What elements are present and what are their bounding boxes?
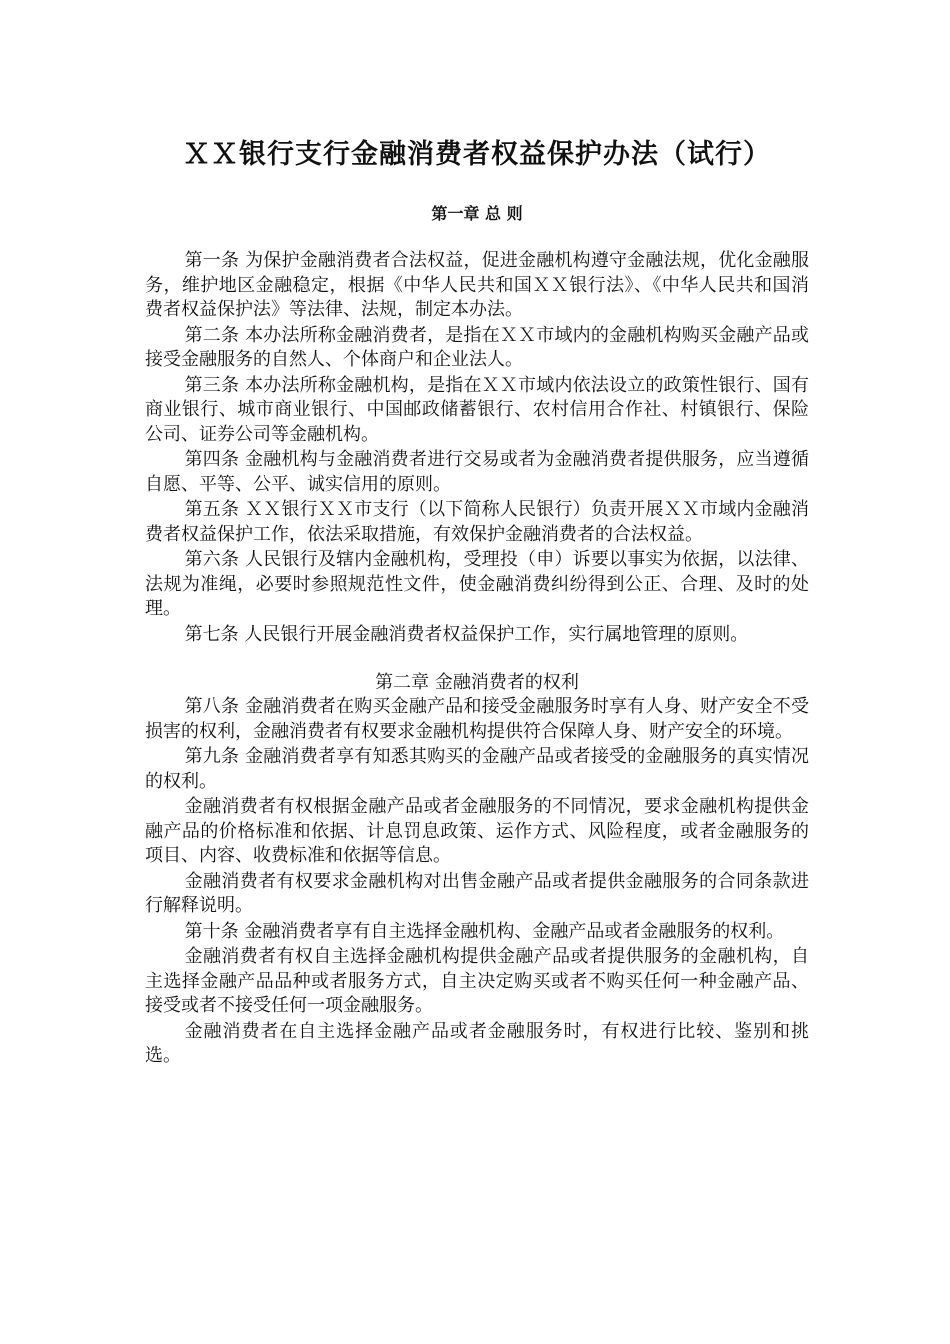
article-9-paragraph-3: 金融消费者有权要求金融机构对出售金融产品或者提供金融服务的合同条款进行解释说明。 bbox=[145, 870, 809, 916]
chapter-2-body bbox=[145, 695, 809, 1069]
article-7: 第七条 人民银行开展金融消费者权益保护工作，实行属地管理的原则。 bbox=[184, 623, 749, 645]
article-5: 第五条 ＸＸ银行ＸＸ市支行（以下简称人民银行）负责开展ＸＸ市域内金融消费者权益保护工作，依法采取措施，有效保护金融消费者的合法权益。 bbox=[145, 499, 809, 545]
chapter-1-heading: 第一章 总 则 bbox=[431, 204, 523, 223]
article-8: 第八条 金融消费者在购买金融产品和接受金融服务时享有人身、财产安全不受损害的权利，金融消费者有权要求金融机构提供符合保障人身、财产安全的环境。 bbox=[145, 696, 809, 742]
document-title: ＸＸ银行支行金融消费者权益保护办法（试行） bbox=[183, 139, 771, 170]
article-10: 第十条 金融消费者享有自主选择金融机构、金融产品或者金融服务的权利。 bbox=[184, 920, 785, 942]
article-3: 第三条 本办法所称金融机构，是指在ＸＸ市域内依法设立的政策性银行、国有商业银行、城市商业银行、中国邮政储蓄银行、农村信用合作社、村镇银行、保险公司、证券公司等金融机构。 bbox=[145, 374, 809, 445]
chapter-1-body bbox=[145, 249, 809, 647]
article-9-paragraph-2: 金融消费者有权根据金融产品或者金融服务的不同情况，要求金融机构提供金融产品的价格标准和依据、计息罚息政策、运作方式、风险程度，或者金融服务的项目、内容、收费标准和依据等信息。 bbox=[145, 796, 809, 866]
article-4: 第四条 金融机构与金融消费者进行交易或者为金融消费者提供服务，应当遵循自愿、平等、公平、诚实信用的原则。 bbox=[145, 449, 809, 495]
article-10-paragraph-3: 金融消费者在自主选择金融产品或者金融服务时，有权进行比较、鉴别和挑选。 bbox=[145, 1020, 809, 1066]
chapter-2-heading: 第二章 金融消费者的权利 bbox=[375, 672, 579, 693]
document-page bbox=[145, 138, 809, 1070]
article-6: 第六条 人民银行及辖内金融机构，受理投（申）诉要以事实为依据，以法律、法规为准绳，必要时参照规范性文件，使金融消费纠纷得到公正、合理、及时的处理。 bbox=[145, 549, 809, 619]
article-10-paragraph-2: 金融消费者有权自主选择金融机构提供金融产品或者提供服务的金融机构，自主选择金融产品品种或者服务方式，自主决定购买或者不购买任何一种金融产品、接受或者不接受任何一项金融服务。 bbox=[145, 946, 809, 1016]
article-1: 第一条 为保护金融消费者合法权益，促进金融机构遵守金融法规，优化金融服务，维护地区金融稳定，根据《中华人民共和国ＸＸ银行法》、《中华人民共和国消费者权益保护法》等法律、法规，制定本办法。 bbox=[145, 250, 809, 320]
article-9: 第九条 金融消费者享有知悉其购买的金融产品或者接受的金融服务的真实情况的权利。 bbox=[145, 746, 809, 792]
article-2: 第二条 本办法所称金融消费者，是指在ＸＸ市域内的金融机构购买金融产品或接受金融服务的自然人、个体商户和企业法人。 bbox=[145, 324, 809, 370]
